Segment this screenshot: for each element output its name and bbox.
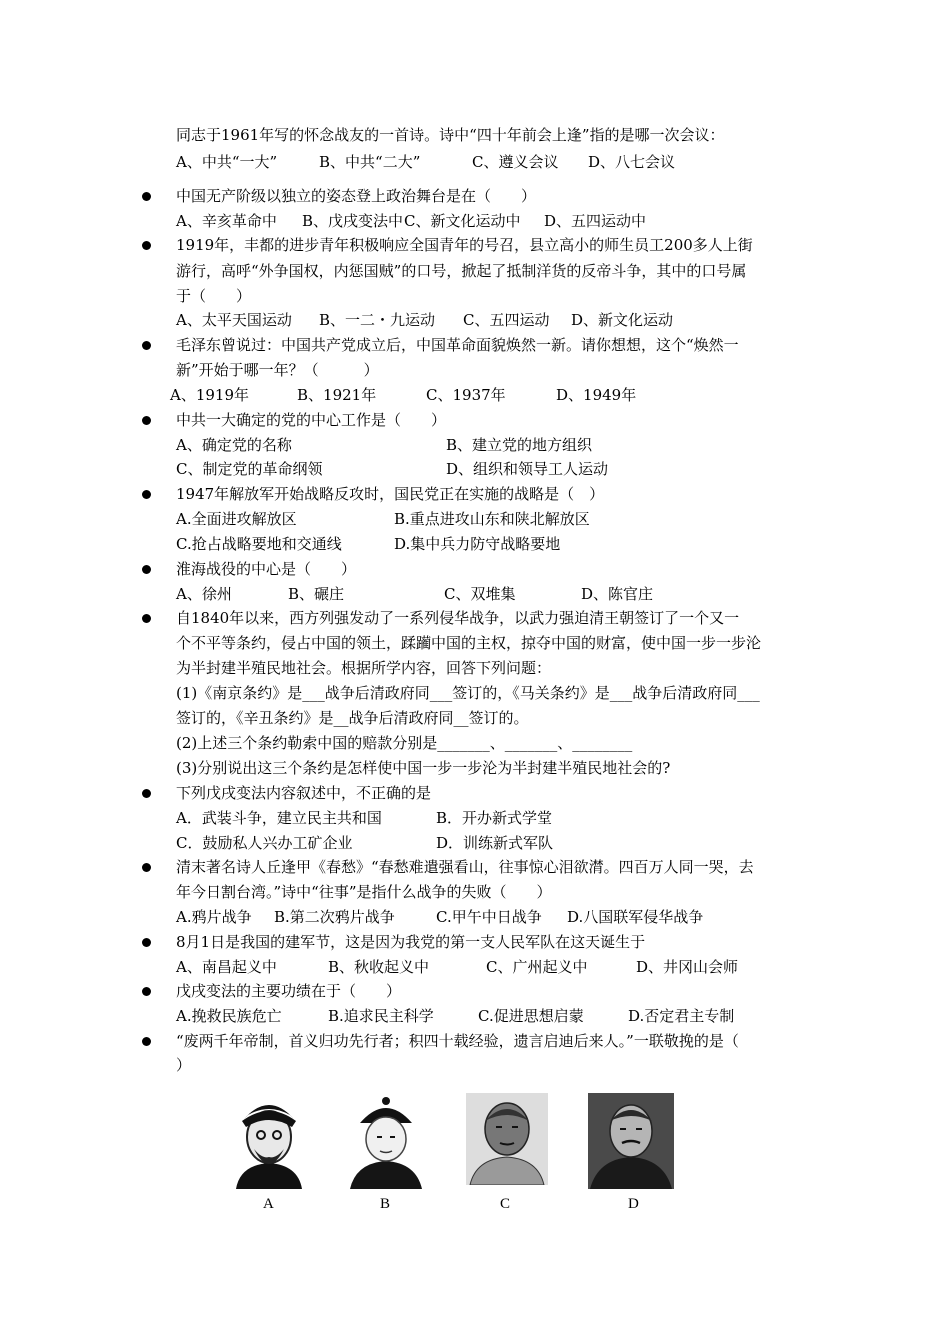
question-stem: 1947年解放军开始战略反攻时，国民党正在实施的战略是（ ） [176,485,605,503]
option-d: D、陈官庄 [581,585,654,603]
question-stem: 中共一大确定的党的中心工作是（ ） [176,411,447,429]
option-d: D、新文化运动 [571,311,674,329]
option-a: A.挽救民族危亡 [176,1007,282,1025]
option-a: A.全面进攻解放区 [176,510,297,528]
option-c: C．鼓励私人兴办工矿企业 [176,834,353,852]
portrait-d [588,1093,674,1189]
question-stem: 自1840年以来，西方列强发动了一系列侵华战争，以武力强迫清王朝签订了一个又一 [176,609,740,627]
bullet-icon [142,863,151,872]
option-d: D、井冈山会师 [636,958,739,976]
question-stem: 戊戌变法的主要功绩在于（ ） [176,982,402,1000]
question-stem: 清末著名诗人丘逢甲《春愁》“春愁难遣强看山，往事惊心泪欲潸。四百万人同一哭，去 [176,858,754,876]
option-a: A、辛亥革命中 [176,212,277,230]
option-b: B、1921年 [297,386,377,404]
bullet-icon [142,987,151,996]
question-stem: 毛泽东曾说过：中国共产党成立后，中国革命面貌焕然一新。请你想想，这个“焕然一 [176,336,739,354]
option-b: B.重点进攻山东和陕北解放区 [394,510,590,528]
option-b: B.追求民主科学 [328,1007,434,1025]
option-b: B、碾庄 [288,585,345,603]
option-c: C、新文化运动中 [404,212,521,230]
bullet-icon [142,341,151,350]
option-b: B、建立党的地方组织 [446,436,593,454]
option-c: C.甲午中日战争 [436,908,542,926]
question-stem: 下列戊戌变法内容叙述中，不正确的是 [176,784,432,802]
portrait-label-c: C [500,1196,511,1212]
question-stem: 新”开始于哪一年？（ ） [176,361,379,379]
option-d: D、五四运动中 [544,212,647,230]
option-c: C、1937年 [426,386,506,404]
option-c: C、广州起义中 [486,958,588,976]
sub-question: 签订的，《辛丑条约》是__战争后清政府同__签订的。 [176,709,529,727]
option-d: D、八七会议 [588,153,676,171]
question-stem: ） [176,1056,192,1074]
option-d: D.否定君主专制 [628,1007,735,1025]
option-a: A．武装斗争，建立民主共和国 [176,809,382,827]
question-stem: “废两千年帝制，首义归功先行者；积四十载经验，遗言启迪后来人。”一联敬挽的是（ [176,1032,739,1050]
bullet-icon [142,1037,151,1046]
option-c: C、遵义会议 [472,153,559,171]
option-a: A、徐州 [176,585,232,603]
question-stem: 游行，高呼“外争国权，内惩国贼”的口号，掀起了抵制洋货的反帝斗争，其中的口号属 [176,262,747,280]
option-c: C.促进思想启蒙 [478,1007,584,1025]
bullet-icon [142,490,151,499]
option-b: B．开办新式学堂 [436,809,553,827]
bullet-icon [142,416,151,425]
portrait-a [230,1093,308,1189]
option-a: A、确定党的名称 [176,436,292,454]
question-stem: 8月1日是我国的建军节，这是因为我党的第一支人民军队在这天诞生于 [176,933,646,951]
option-a: A、中共“一大” [176,153,278,171]
option-a: A、太平天国运动 [176,311,292,329]
question-stem: 为半封建半殖民地社会。根据所学内容，回答下列问题： [176,659,552,677]
option-b: B、戊戌变法中 [302,212,404,230]
bullet-icon [142,614,151,623]
option-d: D、1949年 [556,386,637,404]
question-stem: 个不平等条约，侵占中国的领土，蹂躏中国的主权，掠夺中国的财富，使中国一步一步沦 [176,634,762,652]
portrait-label-a: A [263,1196,274,1212]
option-a: A、1919年 [170,386,250,404]
option-b: B、中共“二大” [319,153,421,171]
option-c: C、制定党的革命纲领 [176,460,323,478]
portrait-b [346,1093,426,1189]
option-d: D.八国联军侵华战争 [567,908,704,926]
bullet-icon [142,789,151,798]
portrait-c [466,1093,548,1185]
question-stem: 中国无产阶级以独立的姿态登上政治舞台是在（ ） [176,187,537,205]
question-stem: 同志于1961年写的怀念战友的一首诗。诗中“四十年前会上逢”指的是哪一次会议： [176,126,725,144]
option-d: D．训练新式军队 [436,834,554,852]
option-b: B、秋收起义中 [328,958,430,976]
question-stem: 于（ ） [176,287,252,305]
sub-question: (2)上述三个条约勒索中国的赔款分别是_______、_______、________ [176,734,633,752]
bullet-icon [142,938,151,947]
option-d: D、组织和领导工人运动 [446,460,609,478]
portrait-label-b: B [380,1196,391,1212]
sub-question: (1)《南京条约》是___战争后清政府同___签订的，《马关条约》是___战争后清政府同___ [176,684,760,702]
sub-question: (3)分别说出这三个条约是怎样使中国一步一步沦为半封建半殖民地社会的? [176,759,671,777]
bullet-icon [142,241,151,250]
option-b: B.第二次鸦片战争 [274,908,395,926]
question-stem: 年今日割台湾。”诗中“往事”是指什么战争的失败（ ） [176,883,552,901]
bullet-icon [142,565,151,574]
option-c: C、五四运动 [463,311,550,329]
option-d: D.集中兵力防守战略要地 [394,535,561,553]
option-a: A、南昌起义中 [176,958,277,976]
bullet-icon [142,192,151,201]
option-a: A.鸦片战争 [176,908,252,926]
option-c: C、双堆集 [444,585,516,603]
question-stem: 淮海战役的中心是（ ） [176,560,357,578]
question-stem: 1919年，丰都的进步青年积极响应全国青年的号召，县立高小的师生员工200多人上街 [176,236,753,254]
option-b: B、一二・九运动 [319,311,436,329]
option-c: C.抢占战略要地和交通线 [176,535,342,553]
portrait-label-d: D [628,1196,639,1212]
